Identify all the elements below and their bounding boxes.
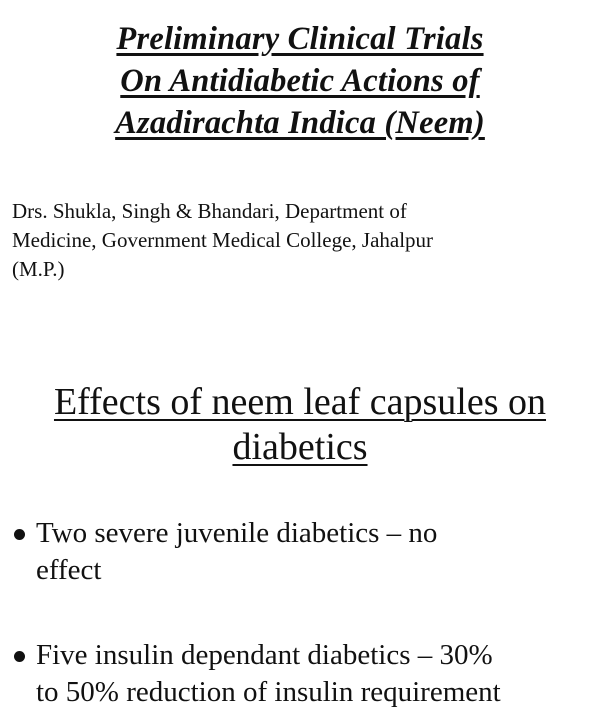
title-line: Azadirachta Indica (Neem) bbox=[115, 105, 485, 141]
list-item-text: Two severe juvenile diabetics – no bbox=[36, 517, 438, 549]
section-heading-line: Effects of neem leaf capsules on bbox=[53, 381, 547, 423]
title-line: Preliminary Clinical Trials bbox=[116, 21, 484, 57]
authors-line: (M.P.) bbox=[12, 257, 65, 281]
list-item bbox=[14, 637, 594, 711]
section-heading bbox=[0, 380, 600, 470]
authors-line: Medicine, Government Medical College, Jahalpur bbox=[12, 228, 434, 252]
bullet-icon bbox=[14, 651, 25, 662]
bullet-icon bbox=[14, 529, 25, 540]
authors-affiliation bbox=[12, 197, 592, 284]
document-title bbox=[0, 18, 600, 144]
list-item bbox=[14, 515, 594, 589]
list-item-text: Five insulin dependant diabetics – 30% bbox=[36, 639, 493, 671]
findings-list bbox=[14, 515, 594, 711]
section-heading-line: diabetics bbox=[232, 426, 368, 468]
authors-line: Drs. Shukla, Singh & Bhandari, Department of bbox=[12, 199, 407, 223]
list-item-text: to 50% reduction of insulin requirement bbox=[36, 676, 501, 708]
title-line: On Antidiabetic Actions of bbox=[120, 63, 480, 99]
list-item-text: effect bbox=[36, 554, 102, 586]
